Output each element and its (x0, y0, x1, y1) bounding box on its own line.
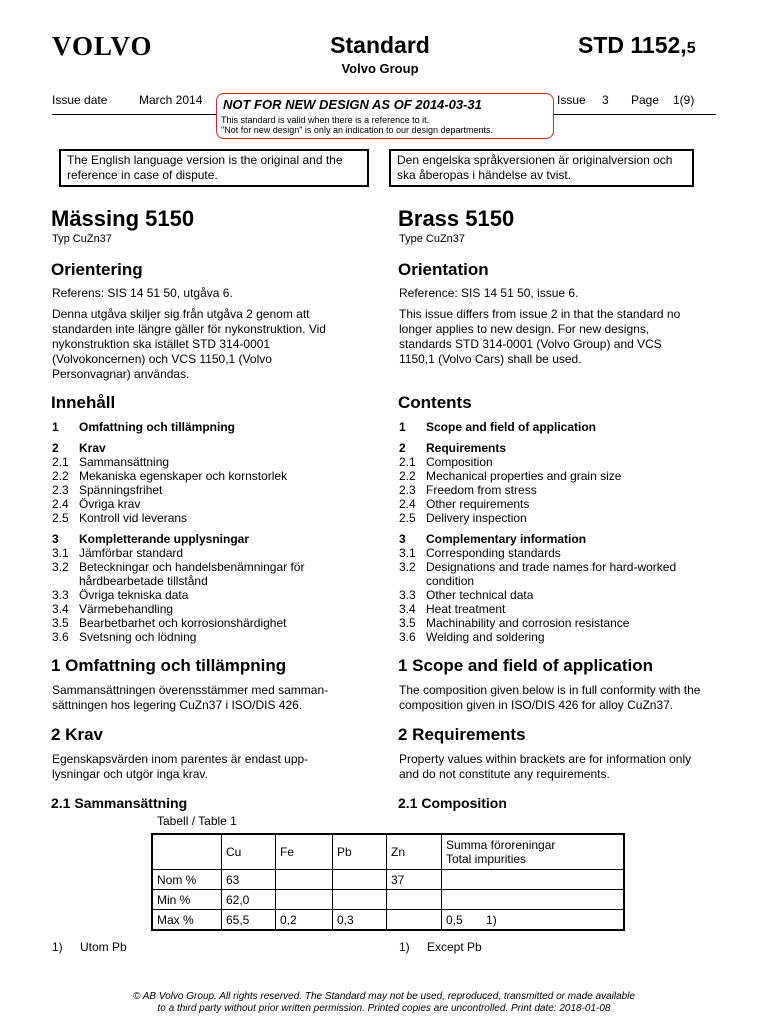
toc-item-label: Övriga krav (79, 497, 141, 511)
toc-en (399, 420, 719, 650)
section-1-heading-en: 1 Scope and field of application (398, 656, 654, 675)
toc-item-label: Svetsning och lödning (79, 630, 197, 644)
toc-item-number: 3 (399, 532, 406, 546)
toc-item-number: 2.1 (52, 455, 69, 469)
toc-item-label: Other requirements (426, 497, 530, 511)
notice-line-2: "Not for new design" is only an indication to our design departments. (221, 125, 494, 135)
table-cell (387, 910, 442, 931)
section-2-1-heading-sv: 2.1 Sammansättning (51, 795, 188, 811)
composition-table (151, 833, 625, 931)
footnote-number-sv: 1) (52, 940, 63, 954)
toc-item-label: Heat treatment (426, 602, 506, 616)
not-for-new-design-notice (216, 93, 554, 139)
table-cell (442, 870, 625, 890)
toc-item-label: Sammansättning (79, 455, 170, 469)
toc-item-number: 3.5 (52, 616, 69, 630)
section-1-text-sv: Sammansättningen överensstämmer med samman-sättningen hos legering CuZn37 i ISO/DIS 426. (52, 683, 329, 712)
toc-item-label: Beteckningar och handelsbenämningar för hårdbearbetade tillstånd (79, 560, 305, 588)
toc-item-number: 3.3 (52, 588, 69, 602)
orientation-heading-en: Orientation (398, 260, 489, 279)
table-header-cell: Pb (333, 834, 387, 870)
toc-item-number: 3.2 (399, 560, 416, 574)
footnote-text-sv: Utom Pb (80, 940, 127, 954)
issue-label: Issue (557, 93, 586, 107)
toc-item-number: 2.3 (52, 483, 69, 497)
page-label: Page (631, 93, 660, 107)
section-2-text-sv: Egenskapsvärden inom parentes är endast upp-lysningar och utgör inga krav. (52, 752, 309, 781)
toc-item-label: Freedom from stress (426, 483, 537, 497)
toc-item-label: Mechanical properties and grain size (426, 469, 622, 483)
toc-item-label: Krav (79, 441, 106, 455)
toc-item-number: 2.1 (399, 455, 416, 469)
table-cell: 37 (387, 870, 442, 890)
title-sv: Mässing 5150 (51, 206, 195, 231)
table-cell (333, 870, 387, 890)
table-header-cell: Fe (276, 834, 333, 870)
reference-en: Reference: SIS 14 51 50, issue 6. (399, 286, 579, 300)
footer-line-1: © AB Volvo Group. All rights reserved. The Standard may not be used, reproduced, transmitted or made available (132, 991, 636, 1002)
table-cell: Min % (152, 890, 222, 910)
contents-heading-en: Contents (398, 393, 472, 412)
table-cell: 65,5 (222, 910, 276, 931)
toc-item-label: Kompletterande upplysningar (79, 532, 250, 546)
toc-item-number: 2 (52, 441, 59, 455)
toc-item-number: 3.6 (52, 630, 69, 644)
toc-item-number: 3.1 (399, 546, 416, 560)
notice-title: NOT FOR NEW DESIGN AS OF 2014-03-31 (223, 97, 482, 112)
page-number: 1(9) (673, 93, 695, 107)
orientation-text-en: This issue differs from issue 2 in that the standard no longer applies to new design. For new designs, standards STD 314-0001 (Volvo Group) and VCS 1150,1 (Volvo Cars) shall be used. (399, 307, 681, 366)
table-cell (276, 890, 333, 910)
section-2-1-heading-en: 2.1 Composition (398, 795, 507, 811)
title-en: Brass 5150 (398, 206, 515, 231)
toc-item-number: 3 (52, 532, 59, 546)
standard-number-main: STD 1152, (578, 32, 687, 58)
table-cell: Max % (152, 910, 222, 931)
issue-date: March 2014 (139, 93, 203, 107)
toc-item-label: Welding and soldering (426, 630, 545, 644)
table-header-row (152, 834, 624, 870)
type-sv: Typ CuZn37 (52, 233, 112, 245)
footnote-text-en: Except Pb (427, 940, 482, 954)
footnote-number-en: 1) (399, 940, 410, 954)
toc-item-number: 3.4 (52, 602, 69, 616)
toc-item-number: 2.4 (399, 497, 416, 511)
table-header-cell: Cu (222, 834, 276, 870)
toc-item-label: Scope and field of application (426, 420, 597, 434)
notice-line-1: This standard is valid when there is a reference to it. (221, 115, 430, 125)
toc-item-label: Omfattning och tillämpning (79, 420, 235, 434)
toc-item-label: Bearbetbarhet och korrosionshärdighet (79, 616, 287, 630)
section-1-heading-sv: 1 Omfattning och tillämpning (51, 656, 287, 675)
toc-item-label: Mekaniska egenskaper och kornstorlek (79, 469, 288, 483)
table-cell (333, 890, 387, 910)
table-row (152, 890, 624, 910)
toc-item-label: Corresponding standards (426, 546, 561, 560)
toc-item-label: Värmebehandling (79, 602, 174, 616)
table-caption: Tabell / Table 1 (157, 814, 237, 828)
toc-item-label: Övriga tekniska data (79, 588, 189, 602)
copyright-footer (0, 991, 768, 1015)
document-owner: Volvo Group (341, 61, 419, 76)
issue-number: 3 (602, 93, 609, 107)
table-cell: 0,5 1) (442, 910, 625, 931)
orientation-heading-sv: Orientering (51, 260, 143, 279)
toc-item-label: Machinability and corrosion resistance (426, 616, 630, 630)
table-cell: Nom % (152, 870, 222, 890)
toc-item-number: 3.6 (399, 630, 416, 644)
table-cell: 62,0 (222, 890, 276, 910)
toc-item-number: 2.2 (52, 469, 69, 483)
toc-item-number: 3.1 (52, 546, 69, 560)
standard-number (578, 32, 696, 59)
table-header-cell (152, 834, 222, 870)
toc-item-number: 1 (399, 420, 406, 434)
toc-item-number: 3.5 (399, 616, 416, 630)
orientation-text-sv: Denna utgåva skiljer sig från utgåva 2 genom att standarden inte längre gäller för nykonstruktion. Vid nykonstruktion ska istället STD 314-0001 (Volvokoncernen) och VCS 1150,1 (Volvo Personvagnar) användas. (52, 307, 326, 381)
toc-item-number: 2.2 (399, 469, 416, 483)
type-en: Type CuZn37 (399, 233, 466, 245)
toc-item-label: Requirements (426, 441, 507, 455)
toc-item-label: Designations and trade names for hard-worked condition (426, 560, 677, 588)
section-2-heading-sv: 2 Krav (51, 725, 103, 744)
table-header-cell: Zn (387, 834, 442, 870)
table-cell: 63 (222, 870, 276, 890)
table-cell: 0,3 (333, 910, 387, 931)
toc-item-number: 3.2 (52, 560, 69, 574)
toc-item-number: 2.3 (399, 483, 416, 497)
toc-item-number: 3.3 (399, 588, 416, 602)
language-box-en: The English language version is the original and the reference in case of dispute. (59, 149, 369, 187)
toc-item-number: 2.5 (52, 511, 69, 525)
toc-item-number: 2.4 (52, 497, 69, 511)
toc-item-label: Jämförbar standard (79, 546, 184, 560)
reference-sv: Referens: SIS 14 51 50, utgåva 6. (52, 286, 233, 300)
toc-item-number: 2.5 (399, 511, 416, 525)
toc-item-number: 2 (399, 441, 406, 455)
toc-item-label: Delivery inspection (426, 511, 527, 525)
footer-line-2: to a third party without prior written permission. Printed copies are uncontrolled. Print date: 2018-01-08 (157, 1003, 611, 1014)
table-header-cell: Summa föroreningar Total impurities (442, 834, 625, 870)
table-row (152, 870, 624, 890)
table-cell (276, 870, 333, 890)
toc-item-label: Spänningsfrihet (79, 483, 163, 497)
section-2-heading-en: 2 Requirements (398, 725, 526, 744)
toc-sv (52, 420, 372, 650)
toc-item-number: 3.4 (399, 602, 416, 616)
toc-item-label: Kontroll vid leverans (79, 511, 188, 525)
toc-item-number: 1 (52, 420, 59, 434)
volvo-logo: VOLVO (52, 31, 153, 61)
table-row (152, 910, 624, 931)
issue-date-label: Issue date (52, 93, 108, 107)
toc-item-label: Composition (426, 455, 493, 469)
document-type-title: Standard (330, 32, 430, 58)
section-1-text-en: The composition given below is in full conformity with the composition given in ISO/DIS 426 for alloy CuZn37. (399, 683, 701, 712)
language-box-sv: Den engelska språkversionen är originalversion och ska åberopas i händelse av tvist. (389, 149, 694, 187)
table-cell (442, 890, 625, 910)
section-2-text-en: Property values within brackets are for information only and do not constitute any requirements. (399, 752, 692, 781)
standard-version: 5 (686, 40, 696, 57)
table-cell: 0,2 (276, 910, 333, 931)
table-cell (387, 890, 442, 910)
contents-heading-sv: Innehåll (51, 393, 116, 412)
toc-item-label: Complementary information (426, 532, 587, 546)
toc-item-label: Other technical data (426, 588, 534, 602)
